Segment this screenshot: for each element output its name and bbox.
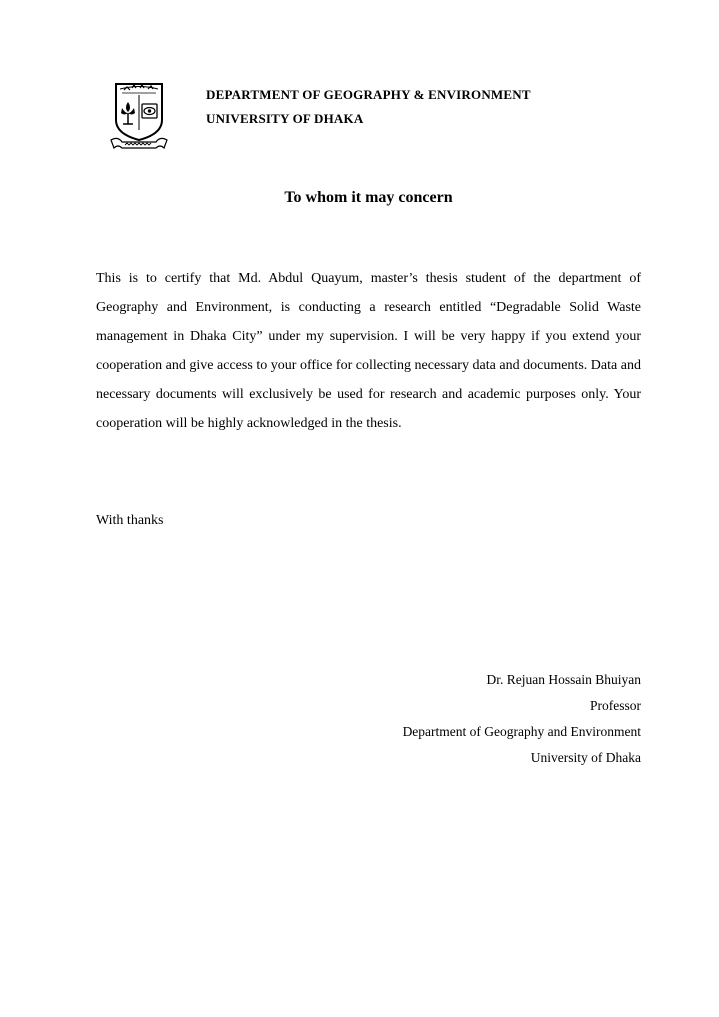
letter-body: This is to certify that Md. Abdul Quayum, master’s thesis student of the department of Geography and Environment, is conducting a research entitled “Degradable Solid Waste management in Dhaka City” under my supervision. I will be very happy if you extend your cooperation and give access to your office for collecting necessary data and documents. Data and necessary documents will exclusively be used for research and academic purposes only. Your cooperation will be highly acknowledged in the thesis.: [96, 271, 641, 431]
department-heading: DEPARTMENT OF GEOGRAPHY & ENVIRONMENT: [206, 87, 531, 102]
signature-block: [403, 667, 641, 771]
university-heading: UNIVERSITY OF DHAKA: [206, 111, 364, 126]
letter-subject: To whom it may concern: [284, 189, 453, 206]
signatory-title: Professor: [590, 698, 641, 713]
signatory-department: Department of Geography and Environment: [402, 724, 641, 739]
university-logo: [110, 80, 168, 152]
letter-closing: With thanks: [96, 513, 164, 528]
signatory-name: Dr. Rejuan Hossain Bhuiyan: [486, 672, 641, 687]
signatory-university: University of Dhaka: [530, 750, 641, 765]
